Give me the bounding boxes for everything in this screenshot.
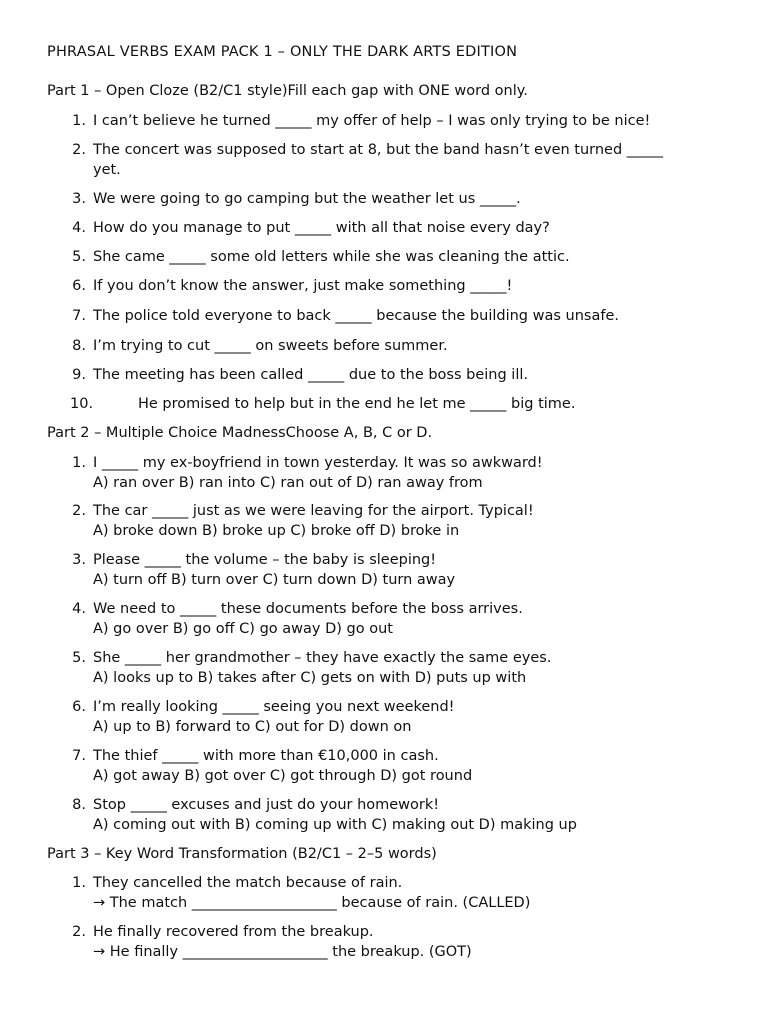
part2-heading: Part 2 – Multiple Choice MadnessChoose A, B, C or D. (47, 425, 433, 441)
question-text: The meeting has been called _____ due to the boss being ill. (93, 367, 528, 383)
question-text: I’m really looking _____ seeing you next weekend! (93, 699, 455, 715)
question-number: 1. (72, 875, 86, 891)
question-number: 10. (70, 396, 94, 412)
answer-options: A) up to B) forward to C) out for D) down on (93, 719, 412, 735)
part3-heading: Part 3 – Key Word Transformation (B2/C1 – 2–5 words) (47, 846, 437, 862)
question-text: He finally recovered from the breakup. (93, 924, 374, 940)
question-text: The police told everyone to back _____ because the building was unsafe. (93, 308, 619, 324)
question-number: 3. (72, 552, 86, 568)
question-text: We were going to go camping but the weather let us _____. (93, 191, 521, 207)
question-text: She _____ her grandmother – they have exactly the same eyes. (93, 650, 552, 666)
question-number: 6. (72, 699, 86, 715)
question-text: I _____ my ex-boyfriend in town yesterday. It was so awkward! (93, 455, 543, 471)
question-text: She came _____ some old letters while she was cleaning the attic. (93, 249, 570, 265)
question-number: 8. (72, 338, 86, 354)
question-text: How do you manage to put _____ with all that noise every day? (93, 220, 550, 236)
answer-options: A) got away B) got over C) got through D) got round (93, 768, 473, 784)
question-number: 6. (72, 278, 86, 294)
question-text: I’m trying to cut _____ on sweets before summer. (93, 338, 448, 354)
question-text: The car _____ just as we were leaving for the airport. Typical! (93, 503, 534, 519)
question-text: I can’t believe he turned _____ my offer of help – I was only trying to be nice! (93, 113, 651, 129)
answer-options: A) ran over B) ran into C) ran out of D) ran away from (93, 475, 483, 491)
answer-options: A) broke down B) broke up C) broke off D) broke in (93, 523, 460, 539)
answer-options: A) go over B) go off C) go away D) go out (93, 621, 393, 637)
question-number: 7. (72, 748, 86, 764)
answer-options: A) looks up to B) takes after C) gets on with D) puts up with (93, 670, 527, 686)
answer-options: A) coming out with B) coming up with C) making out D) making up (93, 817, 577, 833)
question-text: We need to _____ these documents before the boss arrives. (93, 601, 523, 617)
transformation-prompt: → The match ____________________ because of rain. (CALLED) (93, 895, 531, 911)
question-number: 4. (72, 220, 86, 236)
question-number: 5. (72, 249, 86, 265)
question-text-continued: yet. (93, 162, 121, 178)
question-number: 1. (72, 113, 86, 129)
question-number: 5. (72, 650, 86, 666)
question-text: Please _____ the volume – the baby is sleeping! (93, 552, 437, 568)
question-text: The thief _____ with more than €10,000 in cash. (93, 748, 439, 764)
transformation-prompt: → He finally ____________________ the breakup. (GOT) (93, 944, 472, 960)
question-number: 9. (72, 367, 86, 383)
question-number: 2. (72, 503, 86, 519)
question-text: They cancelled the match because of rain. (93, 875, 403, 891)
part1-heading: Part 1 – Open Cloze (B2/C1 style)Fill each gap with ONE word only. (47, 83, 528, 99)
question-number: 7. (72, 308, 86, 324)
document-title: PHRASAL VERBS EXAM PACK 1 – ONLY THE DARK ARTS EDITION (47, 44, 518, 60)
answer-options: A) turn off B) turn over C) turn down D) turn away (93, 572, 456, 588)
question-text: If you don’t know the answer, just make something _____! (93, 278, 513, 294)
question-number: 4. (72, 601, 86, 617)
question-number: 8. (72, 797, 86, 813)
question-text: Stop _____ excuses and just do your homework! (93, 797, 440, 813)
question-text: He promised to help but in the end he let me _____ big time. (138, 396, 576, 412)
question-number: 2. (72, 924, 86, 940)
question-number: 1. (72, 455, 86, 471)
question-number: 3. (72, 191, 86, 207)
question-text: The concert was supposed to start at 8, but the band hasn’t even turned _____ (93, 142, 664, 158)
question-number: 2. (72, 142, 86, 158)
